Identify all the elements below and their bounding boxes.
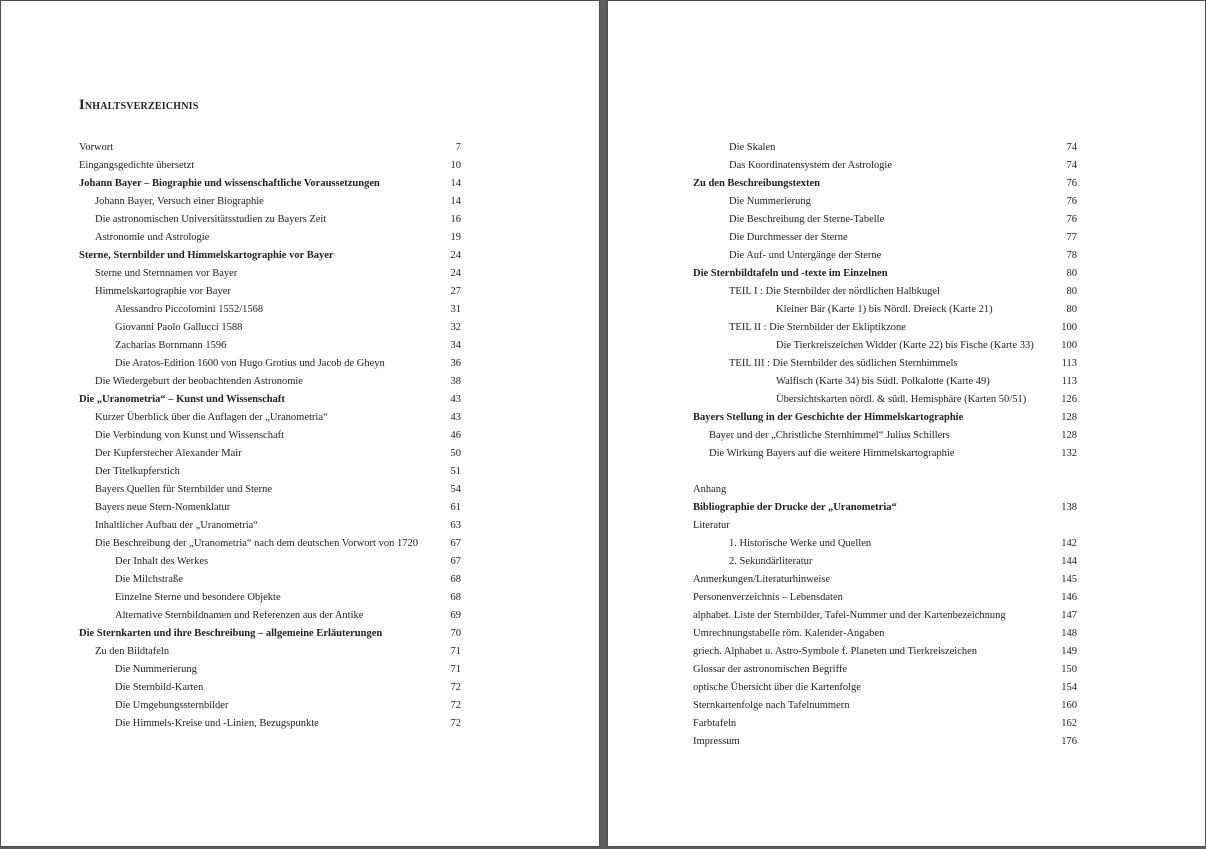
toc-entry [693,193,1077,211]
toc-entry-title: Die Beschreibung der Sterne-Tabelle [729,214,885,225]
toc-entry-title: 2. Sekundärliteratur [729,556,813,567]
toc-entry-title: Die Aratos-Edition 1600 von Hugo Grotius und Jacob de Gheyn [115,358,385,369]
toc-entry [79,553,461,571]
toc-entry-title: Walfisch (Karte 34) bis Südl. Polkalotte (Karte 49) [776,376,990,387]
toc-entry-title: Kurzer Überblick über die Auflagen der „Uranometria“ [95,412,328,423]
toc-entry [693,535,1077,553]
toc-entry [693,139,1077,157]
toc-entry-page-number: 31 [450,304,461,315]
toc-entry [693,391,1077,409]
toc-entry-title: Sternkartenfolge nach Tafelnummern [693,700,850,711]
toc-entry [79,229,461,247]
toc-entry-title: alphabet. Liste der Sternbilder, Tafel-Nummer und der Kartenbezeichnung [693,610,1006,621]
toc-entry [79,625,461,643]
toc-entry [693,265,1077,283]
toc-entry-page-number: 72 [450,700,461,711]
toc-entry [79,571,461,589]
toc-entry-page-number: 145 [1061,574,1077,585]
toc-entry-title: Die Nummerierung [115,664,197,675]
toc-entry-title: Umrechnungstabelle röm. Kalender-Angaben [693,628,885,639]
toc-entry-page-number: 68 [450,592,461,603]
toc-entry-title: Johann Bayer – Biographie und wissenschaftliche Voraussetzungen [79,178,380,189]
toc-entry-page-number: 67 [450,538,461,549]
toc-entry-title: Literatur [693,520,730,531]
toc-entry [79,319,461,337]
toc-entry-page-number: 50 [450,448,461,459]
toc-entry-title: Die Beschreibung der „Uranometria“ nach dem deutschen Vorwort von 1720 [95,538,418,549]
toc-entry [79,607,461,625]
toc-entry-title: Die astronomischen Universitätsstudien zu Bayers Zeit [95,214,327,225]
toc-entry-page-number: 16 [450,214,461,225]
toc-entry [693,283,1077,301]
toc-entry-page-number: 46 [450,430,461,441]
left-page [1,1,599,846]
toc-entry-title: Die Skalen [729,142,776,153]
toc-entry [693,229,1077,247]
toc-entry-title: Der Titelkupferstich [95,466,180,477]
toc-entry-title: Die Nummerierung [729,196,811,207]
toc-entry-title: Astronomie und Astrologie [95,232,210,243]
toc-entry-title: Übersichtskarten nördl. & südl. Hemisphäre (Karten 50/51) [776,394,1027,405]
toc-list-left [79,139,461,733]
toc-entry [79,715,461,733]
toc-entry [693,733,1077,751]
toc-entry [693,553,1077,571]
toc-entry-page-number: 176 [1061,736,1077,747]
toc-entry-title: Bayers Stellung in der Geschichte der Himmelskartographie [693,412,964,423]
toc-entry-page-number: 128 [1061,430,1077,441]
toc-entry [693,517,1077,535]
toc-entry-title: TEIL I : Die Sternbilder der nördlichen Halbkugel [729,286,940,297]
toc-entry-page-number: 154 [1061,682,1077,693]
toc-entry-page-number: 76 [1066,178,1077,189]
toc-entry-page-number: 128 [1061,412,1077,423]
toc-entry-page-number: 80 [1066,286,1077,297]
toc-entry-title: Vorwort [79,142,114,153]
toc-entry [79,337,461,355]
toc-entry [79,427,461,445]
toc-entry [79,265,461,283]
toc-entry-page-number: 80 [1066,268,1077,279]
toc-entry [79,283,461,301]
toc-entry-title: Die Sternkarten und ihre Beschreibung – allgemeine Erläuterungen [79,628,383,639]
toc-entry-title: Alternative Sternbildnamen und Referenzen aus der Antike [115,610,364,621]
right-page [608,1,1205,846]
toc-entry-page-number: 71 [450,646,461,657]
toc-entry-page-number: 149 [1061,646,1077,657]
toc-entry-title: Bayers Quellen für Sternbilder und Sterne [95,484,272,495]
toc-entry-page-number: 27 [450,286,461,297]
toc-entry-page-number: 36 [450,358,461,369]
toc-entry [79,517,461,535]
toc-entry-page-number: 63 [450,520,461,531]
toc-entry [693,301,1077,319]
toc-entry-page-number: 162 [1061,718,1077,729]
toc-entry-title: Glossar der astronomischen Begriffe [693,664,848,675]
toc-entry-title: Die Himmels-Kreise und -Linien, Bezugspunkte [115,718,319,729]
toc-entry-page-number: 76 [1066,214,1077,225]
toc-entry [693,697,1077,715]
toc-entry [693,481,1077,499]
toc-entry-title: Alessandro Piccolomini 1552/1568 [115,304,264,315]
toc-entry [693,355,1077,373]
toc-entry-page-number: 68 [450,574,461,585]
toc-entry-page-number: 100 [1061,322,1077,333]
toc-entry-title: griech. Alphabet u. Astro-Symbole f. Planeten und Tierkreiszeichen [693,646,978,657]
toc-entry-title: TEIL III : Die Sternbilder des südlichen Sternhimmels [729,358,958,369]
toc-entry [79,373,461,391]
toc-entry [693,337,1077,355]
toc-entry [693,571,1077,589]
toc-entry-title: Anhang [693,484,727,495]
toc-entry-page-number: 10 [450,160,461,171]
toc-entry-page-number: 69 [450,610,461,621]
toc-entry-title: Die Umgebungssternbilder [115,700,229,711]
toc-entry [79,193,461,211]
toc-entry-page-number: 146 [1061,592,1077,603]
toc-entry [693,499,1077,517]
toc-entry-page-number: 144 [1061,556,1077,567]
toc-entry-title: Bayer und der „Christliche Sternhimmel“ Julius Schillers [709,430,950,441]
toc-title: Inhaltsverzeichnis [79,97,199,113]
toc-entry-title: Anmerkungen/Literaturhinweise [693,574,831,585]
toc-entry-page-number: 147 [1061,610,1077,621]
toc-entry [693,409,1077,427]
toc-entry-title: Die „Uranometria“ – Kunst und Wissenschaft [79,394,285,405]
toc-entry-page-number: 34 [450,340,461,351]
toc-entry-title: optische Übersicht über die Kartenfolge [693,682,861,693]
toc-entry-page-number: 14 [450,178,461,189]
toc-entry-title: Bibliographie der Drucke der „Uranometria“ [693,502,897,513]
toc-entry-title: Die Sternbild-Karten [115,682,204,693]
toc-entry-page-number: 132 [1061,448,1077,459]
toc-entry [693,661,1077,679]
toc-entry-title: Kleiner Bär (Karte 1) bis Nördl. Dreieck (Karte 21) [776,304,993,315]
toc-entry [79,679,461,697]
toc-entry-title: Personenverzeichnis – Lebensdaten [693,592,843,603]
toc-entry-page-number: 142 [1061,538,1077,549]
toc-entry-title: Bayers neue Stern-Nomenklatur [95,502,231,513]
toc-entry-title: Inhaltlicher Aufbau der „Uranometria“ [95,520,258,531]
toc-entry [79,139,461,157]
toc-entry [693,463,1077,481]
toc-entry [693,157,1077,175]
toc-entry-page-number: 113 [1061,376,1077,387]
toc-entry [79,463,461,481]
toc-entry [693,247,1077,265]
toc-entry [693,607,1077,625]
toc-entry-page-number: 14 [450,196,461,207]
toc-entry-title: Die Sternbildtafeln und -texte im Einzelnen [693,268,888,279]
toc-entry-title: Die Milchstraße [115,574,183,585]
toc-entry-title: Die Tierkreiszeichen Widder (Karte 22) bis Fische (Karte 33) [776,340,1034,351]
toc-entry [693,589,1077,607]
toc-entry-page-number: 43 [450,394,461,405]
toc-entry [693,445,1077,463]
toc-entry [79,157,461,175]
toc-entry [693,211,1077,229]
toc-entry [79,409,461,427]
toc-entry-page-number: 77 [1066,232,1077,243]
toc-entry-page-number: 61 [450,502,461,513]
toc-entry [79,499,461,517]
toc-entry-title: Die Auf- und Untergänge der Sterne [729,250,882,261]
toc-entry-page-number: 54 [450,484,461,495]
toc-entry [693,625,1077,643]
toc-entry-title: Giovanni Paolo Gallucci 1588 [115,322,243,333]
toc-entry-title: Eingangsgedichte übersetzt [79,160,195,171]
toc-entry-page-number: 7 [455,142,461,153]
toc-entry-title: Zu den Beschreibungstexten [693,178,820,189]
toc-entry-title: Der Kupferstecher Alexander Mair [95,448,242,459]
toc-entry [79,643,461,661]
toc-entry-title: Farbtafeln [693,718,737,729]
toc-entry-page-number: 160 [1061,700,1077,711]
toc-entry-page-number: 113 [1061,358,1077,369]
toc-entry-title: Einzelne Sterne und besondere Objekte [115,592,281,603]
toc-entry [79,589,461,607]
toc-entry-title: Sterne und Sternnamen vor Bayer [95,268,238,279]
toc-entry [693,715,1077,733]
toc-entry-page-number: 72 [450,682,461,693]
toc-entry-page-number: 74 [1066,142,1077,153]
toc-entry-page-number: 80 [1066,304,1077,315]
toc-entry-title: Zu den Bildtafeln [95,646,170,657]
toc-entry-title: Das Koordinatensystem der Astrologie [729,160,893,171]
toc-entry-page-number: 24 [450,250,461,261]
toc-entry-title: Die Wiedergeburt der beobachtenden Astronomie [95,376,303,387]
toc-entry [79,697,461,715]
toc-entry [693,679,1077,697]
toc-entry [693,373,1077,391]
toc-entry [693,427,1077,445]
toc-entry-title: 1. Historische Werke und Quellen [729,538,872,549]
toc-entry [693,643,1077,661]
toc-entry-page-number: 76 [1066,196,1077,207]
toc-entry [79,211,461,229]
toc-entry-page-number: 38 [450,376,461,387]
toc-entry-page-number: 67 [450,556,461,567]
toc-list-right [693,139,1077,751]
toc-entry-page-number: 19 [450,232,461,243]
toc-entry-title: Die Durchmesser der Sterne [729,232,848,243]
toc-entry-title: Die Wirkung Bayers auf die weitere Himmelskartographie [709,448,955,459]
toc-entry [79,301,461,319]
toc-entry-page-number: 70 [450,628,461,639]
toc-entry [79,355,461,373]
toc-entry-page-number: 43 [450,412,461,423]
toc-entry-page-number: 32 [450,322,461,333]
toc-entry [79,661,461,679]
toc-entry-page-number: 126 [1061,394,1077,405]
toc-entry [79,247,461,265]
toc-entry-page-number: 74 [1066,160,1077,171]
toc-entry-page-number: 78 [1066,250,1077,261]
toc-entry-page-number: 150 [1061,664,1077,675]
toc-entry-title: Himmelskartographie vor Bayer [95,286,231,297]
toc-entry-title: TEIL II : Die Sternbilder der Ekliptikzone [729,322,906,333]
toc-entry-page-number: 138 [1061,502,1077,513]
toc-entry-title: Der Inhalt des Werkes [115,556,209,567]
toc-entry [79,535,461,553]
toc-entry-page-number: 72 [450,718,461,729]
toc-entry-title: Sterne, Sternbilder und Himmelskartographie vor Bayer [79,250,334,261]
toc-entry-page-number: 148 [1061,628,1077,639]
toc-entry-title: Zacharias Bornmann 1596 [115,340,227,351]
toc-entry [693,175,1077,193]
toc-entry-page-number: 24 [450,268,461,279]
toc-entry-title: Die Verbindung von Kunst und Wissenschaft [95,430,285,441]
toc-entry-page-number: 51 [450,466,461,477]
toc-entry-title: Johann Bayer, Versuch einer Biographie [95,196,264,207]
toc-entry [79,481,461,499]
toc-entry [79,445,461,463]
toc-entry [79,175,461,193]
toc-entry [79,391,461,409]
toc-entry-page-number: 71 [450,664,461,675]
toc-entry [693,319,1077,337]
toc-entry-page-number: 100 [1061,340,1077,351]
toc-entry-title: Impressum [693,736,740,747]
